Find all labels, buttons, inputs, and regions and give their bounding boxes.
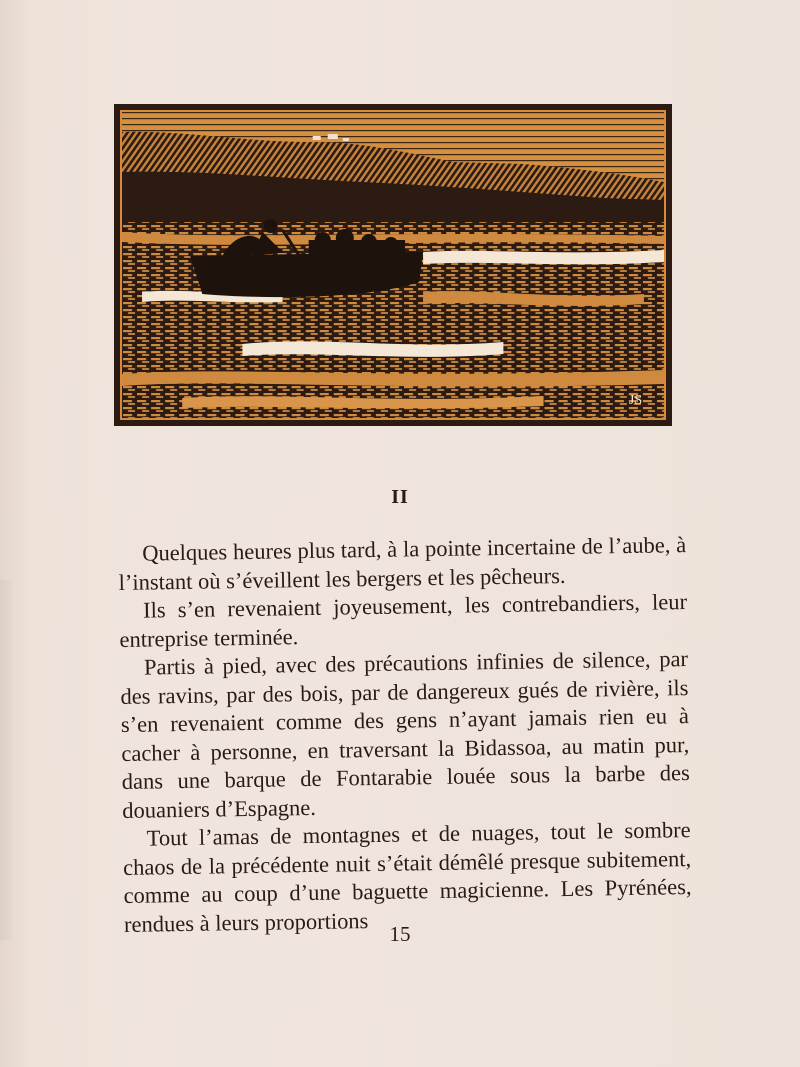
paragraph-4: Tout l’amas de montagnes et de nuages, tout le sombre chaos de la précédente nuit s’était démêlé presque subitement, comme au coup d’une baguette magicienne. Les Pyrénées, rendues à leurs proportions [122, 817, 692, 937]
previous-page-edge [0, 580, 14, 940]
boat-on-river-engraving [122, 112, 664, 418]
body-text [118, 531, 692, 939]
woodcut-illustration [114, 104, 672, 426]
woodcut-frame [120, 110, 666, 420]
chapter-number: II [391, 486, 409, 508]
paragraph-1: Quelques heures plus tard, à la pointe incertaine de l’aube, à l’instant où s’éveillent les bergers et les pêcheurs. [118, 532, 687, 595]
paragraph-3: Partis à pied, avec des précautions infinies de silence, par des ravins, par des bois, par de dangereux gués de rivière, ils s’en revenaient comme des gens n’ayant jamais rien eu à cacher à personne, en traversant la Bidassoa, au matin pur, dans une barque de Fontarabie louée sous la barbe des douaniers d’Espagne. [120, 646, 690, 823]
paragraph-2: Ils s’en revenaient joyeusement, les contrebandiers, leur entreprise terminée. [119, 589, 688, 652]
page-number: 15 [389, 922, 411, 946]
svg-text:JS: JS [628, 393, 643, 408]
